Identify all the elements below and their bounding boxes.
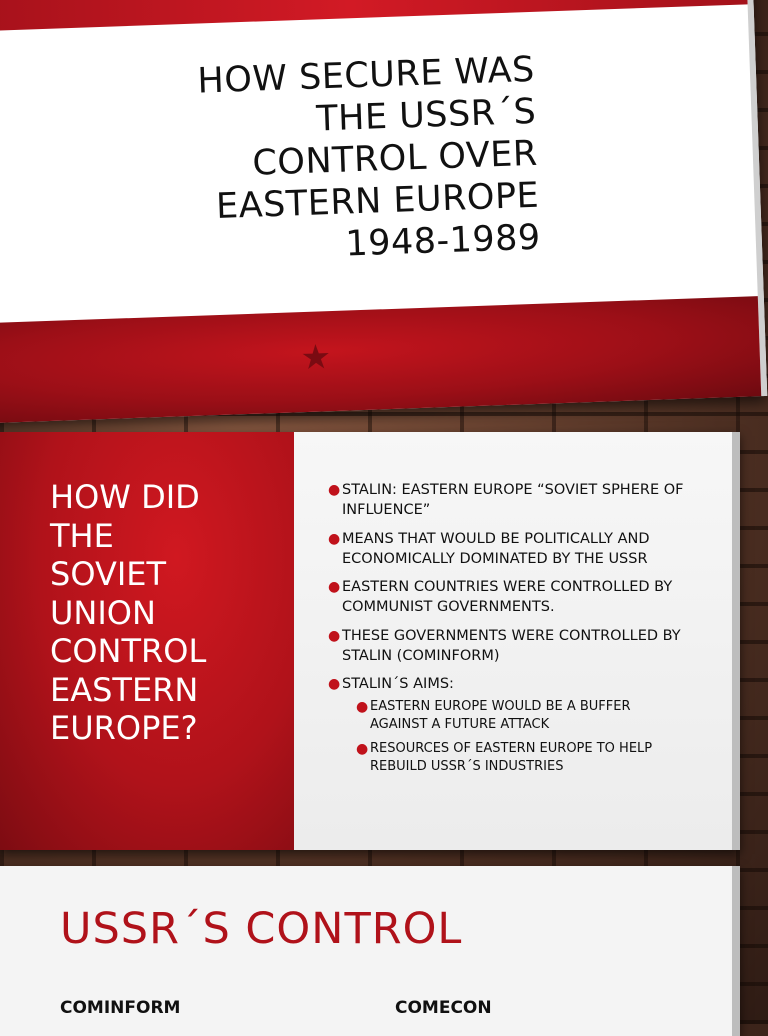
bullet-text: STALIN: EASTERN EUROPE “SOVIET SPHERE OF INFLUENCE” [342,482,684,518]
bottom-red-band [0,296,761,424]
bullet-panel [294,432,740,850]
bullet-item [328,626,688,666]
slide-heading: HOW DID THE SOVIET UNION CONTROL EASTERN EUROPE? [50,478,207,747]
bullet-icon: ● [328,627,341,644]
bullet-item [328,529,688,569]
bullet-item [328,480,688,520]
bullet-item [328,577,688,617]
bullet-icon: ● [356,699,369,715]
bullet-item [328,674,688,776]
bullet-icon: ● [328,676,341,692]
sub-bullet-text: EASTERN EUROPE WOULD BE A BUFFER AGAINST A FUTURE ATTACK [370,699,631,732]
bullet-text: THESE GOVERNMENTS WERE CONTROLLED BY STALIN (COMINFORM) [342,627,681,664]
title-slide[interactable] [0,0,767,424]
control-slide[interactable] [0,866,740,1036]
cominform-label: COMINFORM [60,998,181,1018]
content-slide[interactable] [0,432,740,850]
bullet-icon: ● [356,741,369,757]
bullet-list [328,480,688,785]
bullet-text: STALIN´S AIMS: [342,676,454,692]
bullet-text: EASTERN COUNTRIES WERE CONTROLLED BY COMMUNIST GOVERNMENTS. [342,579,673,615]
sub-bullet-item [356,698,688,734]
bullet-icon: ● [328,482,341,498]
bullet-text: MEANS THAT WOULD BE POLITICALLY AND ECONOMICALLY DOMINATED BY THE USSR [342,530,650,567]
sub-bullet-list [342,698,688,776]
sub-bullet-text: RESOURCES OF EASTERN EUROPE TO HELP REBUILD USSR´S INDUSTRIES [370,741,653,774]
bullet-icon: ● [328,579,341,595]
slide-heading: USSR´S CONTROL [60,904,463,954]
slide-heading-panel [0,432,294,850]
comecon-label: COMECON [395,998,492,1018]
sub-bullet-item [356,740,688,776]
top-red-band [0,0,748,32]
star-icon: ★ [299,337,332,379]
slide-title: HOW SECURE WAS THE USSR´S CONTROL OVER EASTERN EUROPE 1948-1989 [196,49,542,265]
bullet-icon: ● [328,530,341,547]
